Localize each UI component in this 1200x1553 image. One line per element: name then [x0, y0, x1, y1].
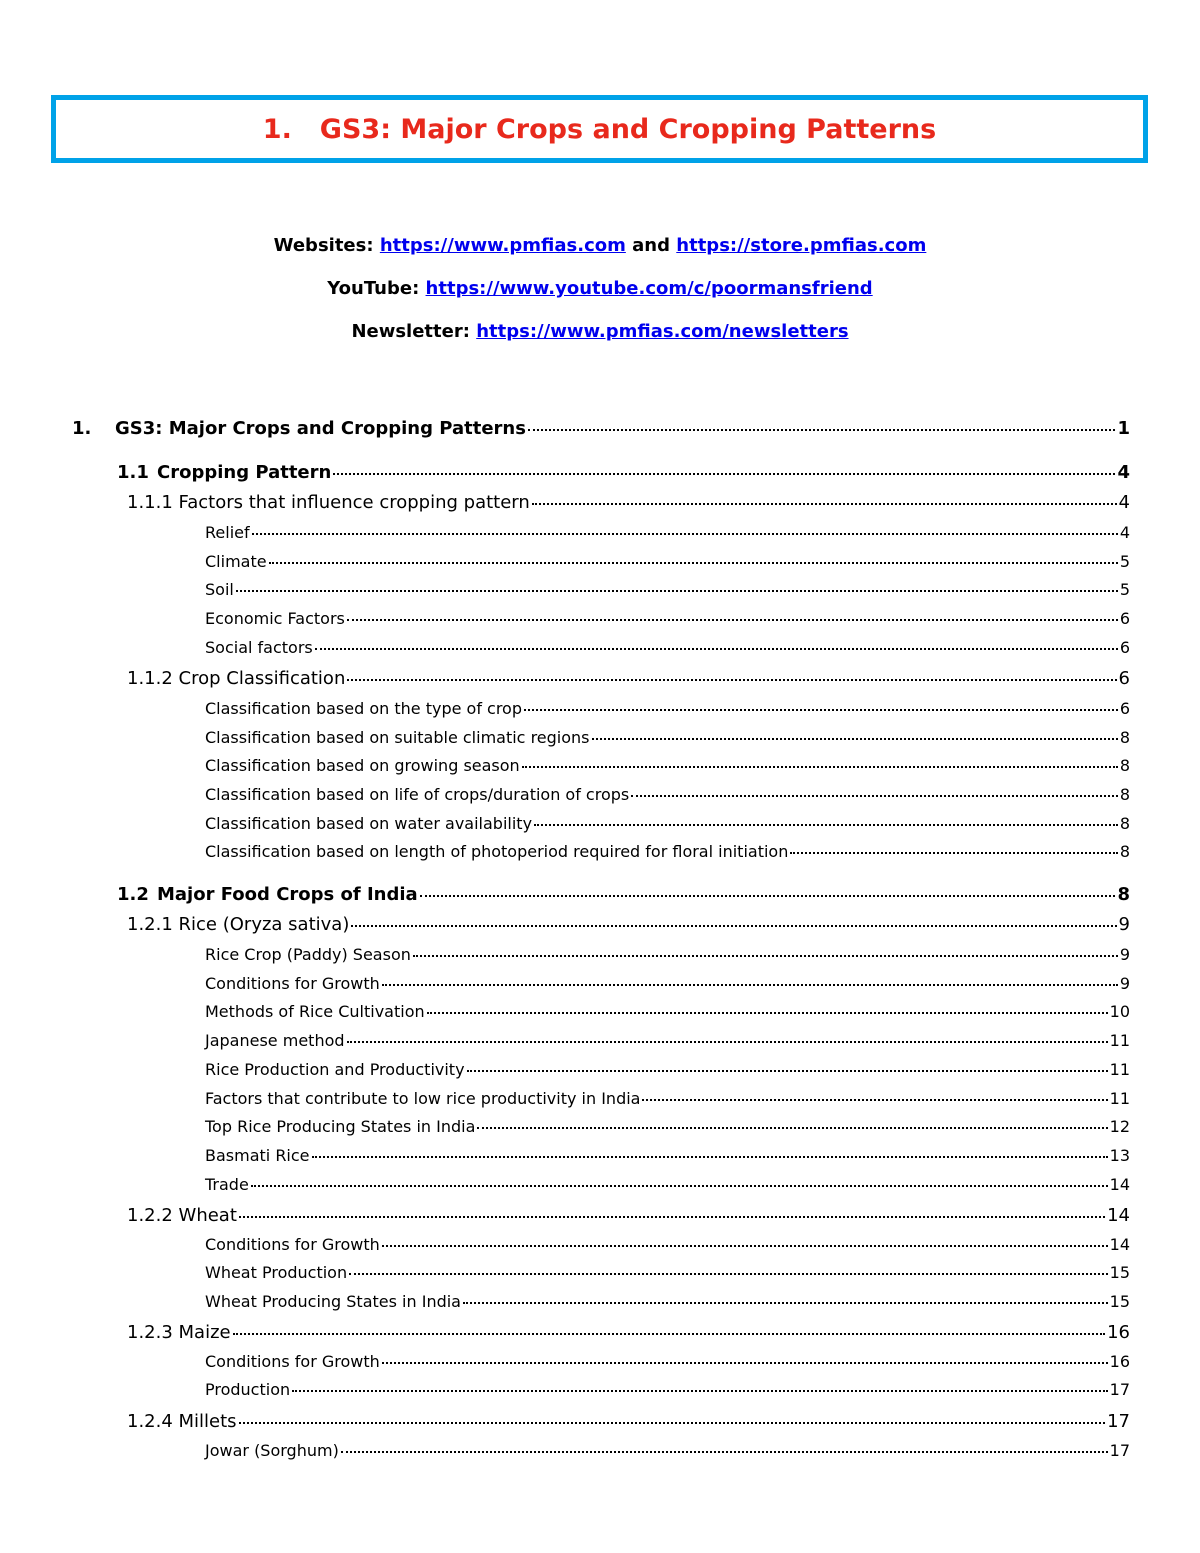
toc-entry-text: Cropping Pattern: [157, 462, 332, 483]
toc-entry-label: [205, 638, 313, 657]
toc-entry-text: Rice Production and Productivity: [205, 1060, 465, 1079]
toc-entry[interactable]: [205, 609, 1130, 628]
toc-entry-label: [205, 1089, 640, 1108]
toc-page-number: 6: [1118, 668, 1130, 689]
toc-entry[interactable]: [205, 1060, 1130, 1079]
toc-entry[interactable]: [205, 728, 1130, 747]
toc-entry-text: Top Rice Producing States in India: [205, 1117, 476, 1136]
toc-dot-leader: [382, 983, 1118, 986]
toc-dot-leader: [524, 708, 1118, 711]
toc-entry[interactable]: [127, 1322, 1130, 1343]
newsletter-link[interactable]: https://www.pmfias.com/newsletters: [476, 321, 849, 342]
toc-entry-text: 1.1.1 Factors that influence cropping pattern: [127, 492, 530, 513]
toc-page-number: 8: [1119, 756, 1130, 775]
toc-dot-leader: [347, 1040, 1108, 1043]
toc-entry-label: [205, 842, 788, 861]
toc-page-number: 17: [1107, 1411, 1130, 1432]
toc-entry[interactable]: [205, 552, 1130, 571]
toc-dot-leader: [631, 794, 1118, 797]
websites-row: [0, 232, 1200, 275]
toc-dot-leader: [413, 954, 1118, 957]
toc-entry-text: 1.1.2 Crop Classification: [127, 668, 346, 689]
toc-entry-label: [205, 1441, 339, 1460]
toc-entry-label: [127, 492, 530, 513]
toc-entry[interactable]: [127, 492, 1130, 513]
toc-entry-text: Production: [205, 1380, 291, 1399]
toc-entry[interactable]: [72, 418, 1130, 439]
toc-entry[interactable]: [205, 756, 1130, 775]
toc-entry-text: Japanese method: [205, 1031, 345, 1050]
toc-entry-label: [205, 1117, 475, 1136]
toc-entry-text: Rice Crop (Paddy) Season: [205, 945, 411, 964]
toc-page-number: 8: [1119, 814, 1130, 833]
toc-entry-text: Classification based on length of photoperiod required for floral initiation: [205, 842, 789, 861]
toc-entry[interactable]: [205, 1031, 1130, 1050]
toc-entry-text: GS3: Major Crops and Cropping Patterns: [115, 418, 526, 439]
toc-dot-leader: [642, 1098, 1107, 1101]
toc-entry-label: [205, 1352, 380, 1371]
toc-page-number: 14: [1107, 1205, 1130, 1226]
toc-entry-label: [127, 1322, 231, 1343]
toc-entry-number: 1.2: [117, 884, 149, 905]
toc-entry-text: 1.2.3 Maize: [127, 1322, 231, 1343]
title-text: GS3: Major Crops and Cropping Patterns: [319, 113, 937, 145]
toc-entry[interactable]: [205, 945, 1130, 964]
toc-entry[interactable]: [205, 1002, 1130, 1021]
toc-page-number: 16: [1107, 1322, 1130, 1343]
toc-entry-text: 1.2.2 Wheat: [127, 1205, 237, 1226]
toc-dot-leader: [349, 1272, 1108, 1275]
toc-dot-leader: [347, 678, 1116, 681]
toc-dot-leader: [312, 1155, 1108, 1158]
toc-dot-leader: [239, 1215, 1105, 1218]
toc-entry-text: Wheat Producing States in India: [205, 1292, 461, 1311]
toc-entry-label: [205, 1263, 347, 1282]
toc-entry[interactable]: [205, 842, 1130, 861]
toc-dot-leader: [239, 1421, 1106, 1424]
toc-dot-leader: [292, 1389, 1108, 1392]
website-link-main[interactable]: https://www.pmfias.com: [379, 235, 626, 256]
toc-page-number: 15: [1109, 1263, 1130, 1282]
toc-entry[interactable]: [205, 785, 1130, 804]
toc-entry-label: [205, 1175, 249, 1194]
toc-entry-text: Classification based on life of crops/duration of crops: [205, 785, 630, 804]
toc-entry-text: Classification based on suitable climatic regions: [205, 728, 590, 747]
toc-entry-text: Soil: [205, 580, 234, 599]
toc-entry-text: Economic Factors: [205, 609, 345, 628]
toc-entry-text: Factors that contribute to low rice productivity in India: [205, 1089, 641, 1108]
toc-dot-leader: [251, 1184, 1108, 1187]
toc-entry[interactable]: [205, 1380, 1130, 1399]
toc-entry-label: [127, 914, 349, 935]
toc-page-number: 5: [1119, 580, 1130, 599]
toc-dot-leader: [790, 851, 1117, 854]
toc-entry-text: Wheat Production: [205, 1263, 348, 1282]
toc-entry[interactable]: [205, 523, 1130, 542]
links-section: [0, 232, 1200, 361]
toc-page-number: 14: [1109, 1175, 1130, 1194]
toc-entry[interactable]: [127, 1205, 1130, 1226]
toc-entry-text: 1.2.1 Rice (Oryza sativa): [127, 914, 350, 935]
toc-page-number: 11: [1109, 1031, 1130, 1050]
toc-dot-leader: [233, 1332, 1105, 1335]
toc-entry[interactable]: [127, 668, 1130, 689]
toc-dot-leader: [351, 924, 1116, 927]
toc-dot-leader: [528, 428, 1116, 431]
toc-entry-label: [205, 1002, 425, 1021]
toc-page-number: 8: [1119, 785, 1130, 804]
toc-entry[interactable]: [117, 462, 1130, 483]
toc-dot-leader: [477, 1126, 1107, 1129]
toc-entry-text: Trade: [205, 1175, 249, 1194]
toc-entry-label: [205, 523, 250, 542]
toc-page-number: 4: [1117, 462, 1130, 483]
toc-dot-leader: [252, 532, 1118, 535]
toc-dot-leader: [347, 618, 1118, 621]
websites-and: and: [632, 235, 670, 256]
toc-dot-leader: [534, 823, 1118, 826]
toc-entry[interactable]: [205, 1089, 1130, 1108]
toc-entry[interactable]: [205, 974, 1130, 993]
toc-dot-leader: [532, 502, 1117, 505]
toc-entry[interactable]: [127, 1411, 1130, 1432]
toc-page-number: 8: [1119, 728, 1130, 747]
toc-dot-leader: [341, 1450, 1108, 1453]
toc-page-number: 6: [1119, 699, 1130, 718]
toc-entry-text: Methods of Rice Cultivation: [205, 1002, 425, 1021]
toc-entry-text: Conditions for Growth: [205, 974, 380, 993]
toc-dot-leader: [382, 1244, 1108, 1247]
toc-entry-text: Classification based on growing season: [205, 756, 520, 775]
toc-entry-text: Relief: [205, 523, 250, 542]
toc-page-number: 4: [1118, 492, 1130, 513]
toc-entry-label: [205, 785, 629, 804]
toc-page-number: 16: [1109, 1352, 1130, 1371]
youtube-link[interactable]: https://www.youtube.com/c/poormansfriend: [425, 278, 873, 299]
toc-dot-leader: [427, 1011, 1108, 1014]
toc-entry-label: [205, 945, 411, 964]
toc-dot-leader: [315, 647, 1118, 650]
toc-entry-label: [127, 668, 345, 689]
toc-page-number: 8: [1119, 842, 1130, 861]
toc-entry-number: 1.: [72, 418, 92, 439]
toc-page-number: 11: [1109, 1060, 1130, 1079]
toc-entry-text: Jowar (Sorghum): [205, 1441, 339, 1460]
toc-entry-label: [205, 1235, 380, 1254]
toc-entry-text: Classification based on the type of crop: [205, 699, 522, 718]
toc-page-number: 9: [1119, 945, 1130, 964]
toc-entry[interactable]: [205, 1352, 1130, 1371]
toc-page-number: 8: [1117, 884, 1130, 905]
toc-page-number: 17: [1109, 1441, 1130, 1460]
toc-page-number: 15: [1109, 1292, 1130, 1311]
toc-dot-leader: [269, 561, 1118, 564]
toc-page-number: 1: [1117, 418, 1130, 439]
newsletter-label: Newsletter:: [351, 321, 470, 342]
toc-dot-leader: [522, 765, 1118, 768]
toc-entry-text: Conditions for Growth: [205, 1352, 380, 1371]
youtube-label: YouTube:: [327, 278, 420, 299]
toc-page-number: 9: [1118, 914, 1130, 935]
toc-entry[interactable]: [205, 1175, 1130, 1194]
toc-page-number: 4: [1119, 523, 1130, 542]
toc-entry[interactable]: [205, 1235, 1130, 1254]
website-link-store[interactable]: https://store.pmfias.com: [676, 235, 927, 256]
toc-entry-label: [205, 728, 590, 747]
toc-entry-label: [205, 1060, 465, 1079]
toc-entry-label: [127, 1411, 237, 1432]
toc-entry[interactable]: [205, 1292, 1130, 1311]
toc-entry-label: [205, 1380, 290, 1399]
toc-page-number: 11: [1109, 1089, 1130, 1108]
toc-entry-text: Social factors: [205, 638, 313, 657]
toc-page-number: 10: [1109, 1002, 1130, 1021]
toc-dot-leader: [420, 894, 1116, 897]
toc-entry-text: Major Food Crops of India: [157, 884, 418, 905]
toc-entry-label: [205, 1031, 345, 1050]
websites-label: Websites:: [273, 235, 374, 256]
youtube-row: [0, 275, 1200, 318]
toc-dot-leader: [382, 1361, 1108, 1364]
toc-entry-label: [205, 609, 345, 628]
toc-entry-number: 1.1: [117, 462, 149, 483]
toc-entry[interactable]: [205, 699, 1130, 718]
toc-entry-label: [117, 884, 418, 905]
toc-dot-leader: [467, 1069, 1108, 1072]
toc-entry-label: [72, 418, 526, 439]
document-title-box: [51, 95, 1148, 163]
toc-entry[interactable]: [205, 814, 1130, 833]
toc-page-number: 13: [1109, 1146, 1130, 1165]
toc-dot-leader: [236, 589, 1118, 592]
toc-dot-leader: [333, 472, 1115, 475]
toc-entry[interactable]: [205, 638, 1130, 657]
toc-page-number: 12: [1109, 1117, 1130, 1136]
toc-entry-label: [205, 580, 234, 599]
toc-entry-label: [205, 756, 520, 775]
toc-page-number: 5: [1119, 552, 1130, 571]
title-number: 1.: [262, 113, 292, 145]
toc-entry[interactable]: [127, 914, 1130, 935]
newsletter-row: [0, 318, 1200, 361]
toc-entry-label: [205, 552, 267, 571]
toc-entry-text: 1.2.4 Millets: [127, 1411, 237, 1432]
toc-entry[interactable]: [205, 580, 1130, 599]
toc-page-number: 6: [1119, 638, 1130, 657]
toc-page-number: 17: [1109, 1380, 1130, 1399]
document-title: [263, 114, 936, 145]
toc-entry[interactable]: [205, 1117, 1130, 1136]
toc-entry[interactable]: [117, 884, 1130, 905]
toc-dot-leader: [592, 737, 1118, 740]
toc-entry-text: Basmati Rice: [205, 1146, 310, 1165]
toc-entry-label: [205, 1292, 461, 1311]
toc-entry-label: [205, 974, 380, 993]
toc-page-number: 6: [1119, 609, 1130, 628]
toc-entry[interactable]: [205, 1441, 1130, 1460]
toc-page-number: 14: [1109, 1235, 1130, 1254]
toc-entry-label: [117, 462, 331, 483]
toc-entry-text: Conditions for Growth: [205, 1235, 380, 1254]
toc-page-number: 9: [1119, 974, 1130, 993]
toc-entry-label: [127, 1205, 237, 1226]
toc-entry-text: Climate: [205, 552, 267, 571]
toc-entry[interactable]: [205, 1263, 1130, 1282]
toc-entry-label: [205, 1146, 310, 1165]
toc-dot-leader: [463, 1301, 1108, 1304]
toc-entry-label: [205, 699, 522, 718]
toc-entry-text: Classification based on water availability: [205, 814, 533, 833]
toc-entry[interactable]: [205, 1146, 1130, 1165]
toc-entry-label: [205, 814, 532, 833]
